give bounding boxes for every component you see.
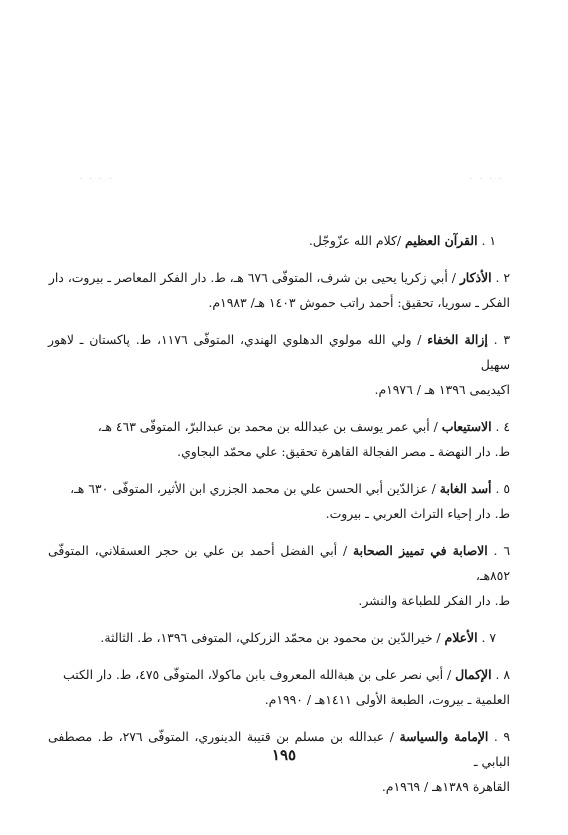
reference-number: ٨ (503, 667, 510, 682)
reference-item: ٢ . الأذكار / أبي زكريا يحيى بن شرف، المتوفّى ٦٧٦ هـ، ط. دار الفكر المعاصر ـ بيروت، دار الفكر ـ سوريا، تحقيق: أحمد راتب حموش ١٤٠٣ هـ/ ١٩٨٣م. (48, 265, 510, 315)
reference-text-continuation: ط. دار إحياء التراث العربي ـ بيروت. (325, 506, 510, 521)
reference-text-continuation: ط. دار النهضة ـ مصر الفجالة القاهرة تحقيق: علي محمّد البجاوي. (177, 444, 510, 459)
page-number: ١٩٥ (271, 746, 297, 764)
scan-speck: · · · · (470, 176, 505, 183)
scan-speck: · · · · (80, 176, 115, 183)
reference-text: / ولي الله مولوي الدهلوي الهندي، المتوفّى ١١٧٦، ط. پاكستان ـ لاهور سهيل (48, 332, 510, 372)
reference-number: ١ (489, 233, 496, 248)
reference-text: / عزالدّين أبي الحسن علي بن محمد الجزري ابن الأثير، المتوفّى ٦٣٠ هـ، (70, 481, 440, 496)
reference-item: ١ . القرآن العظيم /كلام الله عزّوجّل. (308, 233, 496, 248)
reference-item: ٦ . الاصابة في تمييز الصحابة / أبي الفضل أحمد بن علي بن حجر العسقلاني، المتوفّى ٨٥٢هـ، ط. دار الفكر للطباعة والنشر. (48, 538, 510, 613)
reference-text-continuation: العلمية ـ بيروت، الطبعة الأولى ١٤١١هـ / ١٩٩٠م. (264, 692, 510, 707)
reference-item: ٥ . أسد الغابة / عزالدّين أبي الحسن علي بن محمد الجزري ابن الأثير، المتوفّى ٦٣٠ هـ، ط. دار إحياء التراث العربي ـ بيروت. (48, 476, 510, 526)
reference-title: الاصابة في تمييز الصحابة (353, 543, 488, 558)
reference-list (48, 228, 510, 811)
reference-item: ٧ . الأعلام / خيرالدّين بن محمود بن محمّد الزركلي، المتوفى ١٣٩٦، ط. الثالثة. (100, 630, 496, 645)
reference-text-continuation: ط. دار الفكر للطباعة والنشر. (358, 593, 510, 608)
reference-title: الإمامة والسياسة (399, 729, 489, 744)
reference-number: ٦ (503, 543, 510, 558)
reference-item: ٨ . الإكمال / أبي نصر على بن هبةالله المعروف بابن ماكولا، المتوفّى ٤٧٥، ط. دار الكتب العلمية ـ بيروت، الطبعة الأولى ١٤١١هـ / ١٩٩٠م. (48, 662, 510, 712)
reference-item: ٣ . إزالة الخفاء / ولي الله مولوي الدهلوي الهندي، المتوفّى ١١٧٦، ط. پاكستان ـ لاهور سهيل اكيديمى ١٣٩٦ هـ / ١٩٧٦م. (48, 327, 510, 402)
reference-text: /كلام الله عزّوجّل. (308, 233, 405, 248)
reference-text: / عبدالله بن مسلم بن قتيبة الدينوري، المتوفّى ٢٧٦، ط. مصطفى البابي ـ (48, 729, 510, 769)
reference-text: / أبي زكريا يحيى بن شرف، المتوفّى ٦٧٦ هـ، ط. دار الفكر المعاصر ـ بيروت، دار (48, 270, 460, 285)
reference-title: الإكمال (455, 667, 492, 682)
reference-title: الاستيعاب (441, 419, 492, 434)
reference-item: ٩ . الإمامة والسياسة / عبدالله بن مسلم بن قتيبة الدينوري، المتوفّى ٢٧٦، ط. مصطفى البابي ـ القاهرة ١٣٨٩هـ / ١٩٦٩م. (48, 724, 510, 799)
reference-text: / أبي نصر على بن هبةالله المعروف بابن ماكولا، المتوفّى ٤٧٥، ط. دار الكتب (63, 667, 456, 682)
reference-title: أسد الغابة (439, 481, 492, 496)
reference-text-continuation: اكيديمى ١٣٩٦ هـ / ١٩٧٦م. (374, 382, 510, 397)
reference-title: إزالة الخفاء (427, 332, 488, 347)
reference-item: ٤ . الاستيعاب / أبي عمر يوسف بن عبدالله بن محمد بن عبدالبرّ، المتوفّى ٤٦٣ هـ، ط. دار النهضة ـ مصر الفجالة القاهرة تحقيق: علي محمّد البجاوي. (48, 414, 510, 464)
reference-text: / خيرالدّين بن محمود بن محمّد الزركلي، المتوفى ١٣٩٦، ط. الثالثة. (100, 630, 445, 645)
reference-number: ٩ (503, 729, 510, 744)
reference-text-continuation: القاهرة ١٣٨٩هـ / ١٩٦٩م. (381, 779, 510, 794)
reference-number: ٧ (489, 630, 496, 645)
reference-number: ٢ (503, 270, 510, 285)
reference-number: ٥ (503, 481, 510, 496)
reference-text: / أبي عمر يوسف بن عبدالله بن محمد بن عبدالبرّ، المتوفّى ٤٦٣ هـ، (97, 419, 442, 434)
reference-text-continuation: الفكر ـ سوريا، تحقيق: أحمد راتب حموش ١٤٠٣ هـ/ ١٩٨٣م. (208, 295, 510, 310)
reference-title: الأعلام (444, 630, 478, 645)
reference-title: القرآن العظيم (404, 233, 478, 248)
reference-title: الأذكار (459, 270, 492, 285)
reference-number: ٤ (503, 419, 510, 434)
reference-text: / أبي الفضل أحمد بن علي بن حجر العسقلاني، المتوفّى ٨٥٢هـ، (48, 543, 510, 583)
reference-number: ٣ (503, 332, 510, 347)
